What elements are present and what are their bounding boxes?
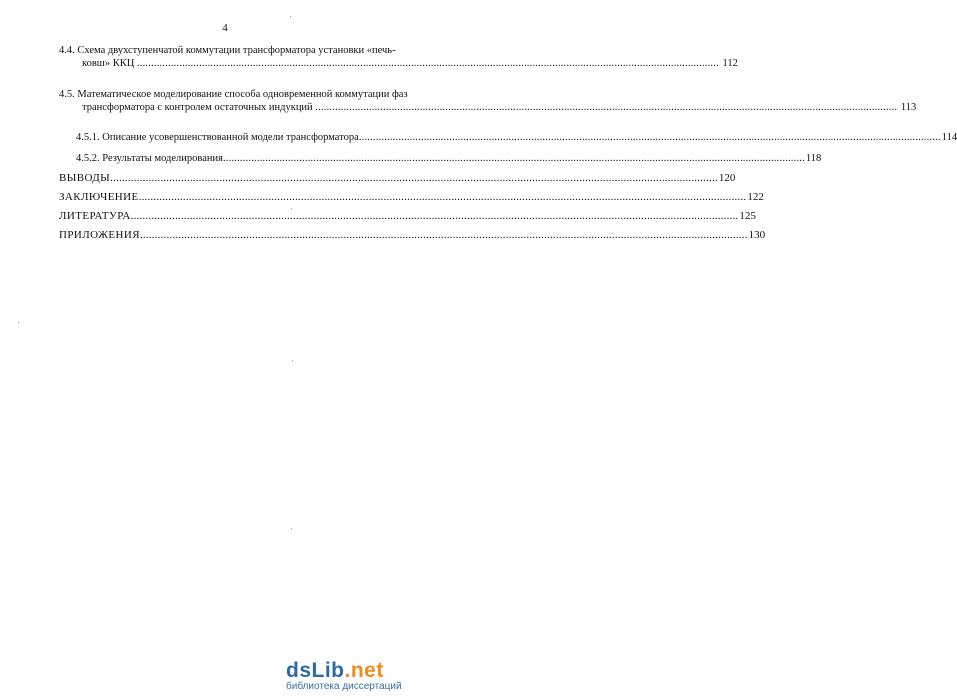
logo-main-text: dsLib: [286, 659, 345, 682]
toc-page-number: 130: [748, 229, 766, 241]
toc-entry: [59, 88, 917, 114]
toc-entry-continuation: [59, 57, 738, 70]
scan-speck: [290, 16, 291, 17]
toc-page-number: 118: [805, 153, 822, 164]
scan-speck: [292, 360, 293, 361]
toc-entry-title: 4.5.2. Результаты моделирования: [76, 153, 223, 164]
dot-leader: [140, 229, 748, 242]
toc-page-number: 120: [718, 172, 736, 184]
toc-entry-title: 4.5. Математическое моделирование способа одновременной коммутации фаз: [59, 89, 408, 100]
watermark-subtitle: библиотека диссертаций: [286, 681, 402, 692]
toc-entry-title: ВЫВОДЫ: [59, 172, 111, 184]
toc-entry: [76, 131, 957, 144]
toc-page-number: 113: [900, 102, 917, 113]
dslib-watermark: [286, 659, 436, 692]
toc-entry-title: ЗАКЛЮЧЕНИЕ: [59, 191, 139, 203]
scan-speck: [291, 528, 292, 529]
dot-leader: [223, 152, 805, 165]
dot-leader: [131, 210, 739, 223]
toc-entry-title-cont: трансформатора с контролем остаточных индукций: [82, 102, 313, 113]
toc-entry-title: 4.5.1. Описание усовершенствованной модели трансформатора: [76, 132, 359, 143]
toc-entry-title: ЛИТЕРАТУРА: [59, 210, 131, 222]
toc-entry: [59, 210, 756, 223]
toc-entry: [59, 44, 738, 70]
scan-speck: [18, 322, 19, 323]
toc-entry-title: ПРИЛОЖЕНИЯ: [59, 229, 140, 241]
toc-entry: [59, 172, 736, 185]
toc-entry-continuation: [59, 101, 917, 114]
toc-entry: [76, 152, 822, 165]
dot-leader: [110, 172, 718, 185]
dot-leader: [137, 58, 719, 69]
dot-leader: [139, 191, 747, 204]
toc-page-number: 122: [747, 191, 764, 203]
dot-leader: [315, 102, 897, 113]
toc-entry-title: 4.4. Схема двухступенчатой коммутации трансформатора установки «печь-: [59, 45, 396, 56]
toc-page-number: 125: [739, 210, 756, 222]
toc-page-number: 112: [722, 58, 738, 69]
toc-entry: [59, 191, 764, 204]
toc-entry: [59, 229, 766, 242]
toc-entry-title-cont: ковш» ККЦ: [82, 58, 135, 69]
logo-accent-text: .net: [344, 659, 384, 682]
scan-speck: [291, 208, 292, 209]
watermark-logo: [286, 659, 436, 683]
page-number: 4: [222, 22, 228, 34]
dot-leader: [359, 131, 941, 144]
toc-page-number: 114: [941, 132, 957, 143]
